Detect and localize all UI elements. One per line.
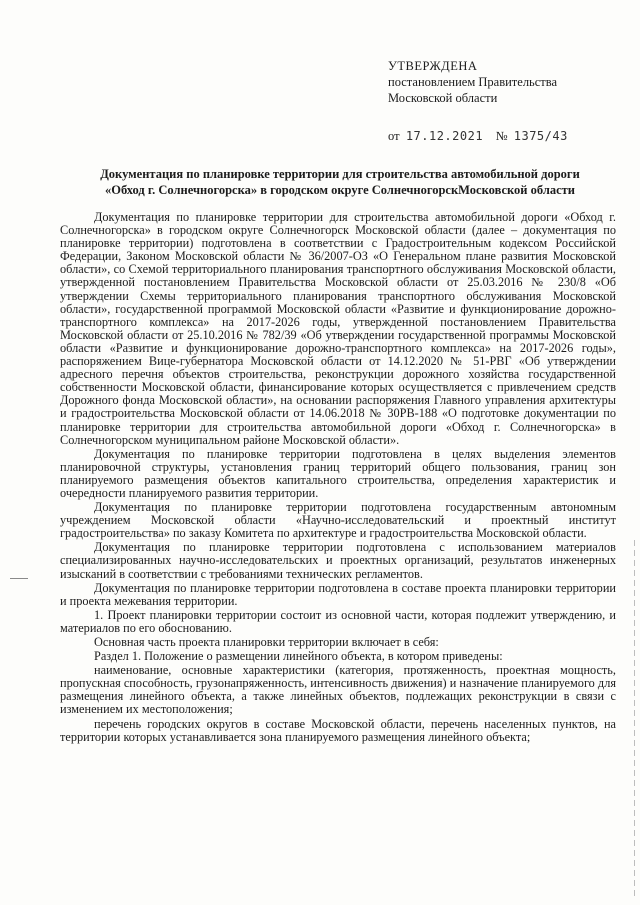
paragraph-6: 1. Проект планировки территории состоит из основной части, которая подлежит утверждению, и материалов по его обоснованию. (60, 607, 616, 635)
date-prefix: от (388, 129, 400, 143)
approval-line-2: Московской области (388, 91, 498, 105)
margin-scan-mark (10, 578, 28, 579)
title-line-1: Документация по планировке территории для строительства автомобильной дороги (100, 167, 580, 181)
paragraph-5: Документация по планировке территории подготовлена в составе проекта планировки территории и проекта межевания территории. (60, 580, 616, 608)
paragraph-9: наименование, основные характеристики (категория, протяженность, проектная мощность, пропускная способность, грузонапряженность, интенсивность движения) и назначение планируемого для размещения линейного объекта, а также линейных объектов, подлежащих реконструкции в связи с изменением их местоположения; (60, 663, 616, 717)
paragraph-8: Раздел 1. Положение о размещении линейного объекта, в котором приведены: (94, 649, 503, 664)
scan-edge-line (634, 540, 635, 900)
approval-block (388, 58, 618, 144)
title-line-2: «Обход г. Солнечногорска» в городском округе СолнечногорскМосковской области (105, 183, 575, 197)
approval-line-1: постановлением Правительства (388, 75, 558, 89)
document-body (60, 211, 616, 744)
approval-number: 1375/43 (513, 129, 568, 143)
paragraph-2: Документация по планировке территории подготовлена в целях выделения элементов планировочной структуры, установления границ территорий общего пользования, границ зон планируемого размещения объектов капитального строительства, определения характеристик и очередности планируемого развития территории. (60, 446, 616, 500)
approval-date: 17.12.2021 (405, 129, 484, 143)
number-prefix: № (495, 129, 508, 143)
approval-date-line (388, 128, 618, 144)
paragraph-4: Документация по планировке территории подготовлена с использованием материалов специализированных научно-исследовательских и проектных организаций, результатов инженерных изысканий в соответствии с требованиями технических регламентов. (60, 540, 616, 581)
approval-heading: УТВЕРЖДЕНА (388, 59, 478, 73)
paragraph-3: Документация по планировке территории подготовлена государственным автономным учреждением Московской области «Научно-исследовательский и проектный институт градостроительства» по заказу Комитета по архитектуре и градостроительства Московской области. (60, 500, 616, 541)
document-title (70, 166, 610, 198)
paragraph-10: перечень городских округов в составе Московской области, перечень населенных пунктов, на территории которых устанавливается зона планируемого размещения линейного объекта; (60, 716, 616, 744)
paragraph-7: Основная часть проекта планировки территории включает в себя: (94, 635, 439, 649)
paragraph-1: Документация по планировке территории для строительства автомобильной дороги «Обход г. Солнечногорска» в городском округе Солнечногорск Московской области (далее – документация по планировке территории) подготовлена в соответствии с Градостроительным кодексом Российской Федерации, Законом Московской области № 36/2007-ОЗ «О Генеральном плане развития Московской области», со Схемой территориального планирования транспортного обслуживания Московской области, утвержденной постановлением Правительства Московской области от 25.03.2016 № 230/8 «Об утверждении Схемы территориального планирования транспортного обслуживания Московской области», государственной программой Московской области «Развитие и функционирование дорожно-транспортного комплекса» на 2017-2026 годы, утвержденной постановлением Правительства Московской области от 25.10.2016 № 782/39 «Об утверждении государственной программы Московской области «Развитие и функционирование дорожно-транспортного комплекса» на 2017-2026 годы», распоряжением Вице-губернатора Московской области от 14.12.2020 № 51-РВГ «Об утверждении адресного перечня объектов строительства, реконструкции дорожного хозяйства государственной собственности Московской области, финансирование которых осуществляется с привлечением средств Дорожного фонда Московской области», на основании распоряжения Главного управления архитектуры и градостроительства Московской области от 14.06.2018 № 30РВ-188 «О подготовке документации по планировке территории для строительства автомобильной дороги «Обход г. Солнечногорска» в Солнечногорском муниципальном районе Московской области». (60, 210, 616, 447)
